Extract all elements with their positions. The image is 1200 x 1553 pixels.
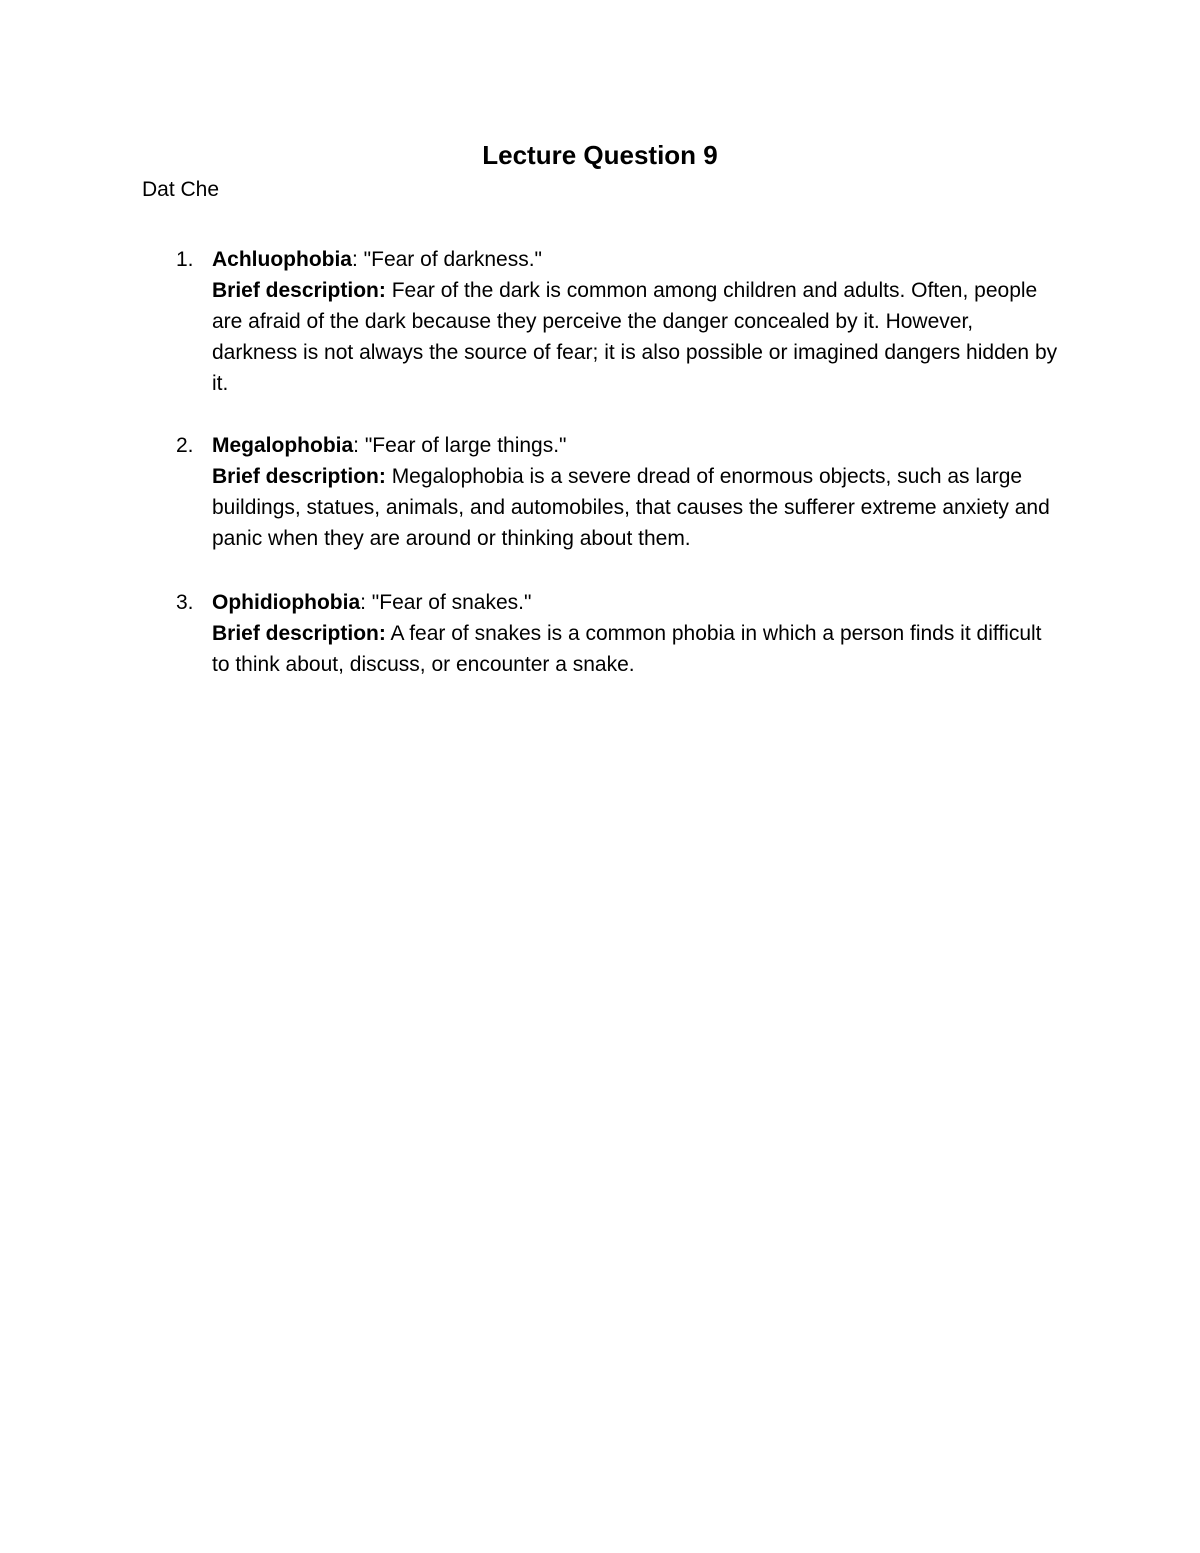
meaning: : "Fear of snakes." [360, 591, 532, 614]
term: Megalophobia [212, 434, 354, 457]
description-label: Brief description: [212, 622, 386, 645]
item-number: 3. [176, 591, 194, 614]
term: Achluophobia [212, 248, 352, 271]
description: Fear of the dark is common among children and adults. Often, people are afraid of the dark because they perceive the danger concealed by it. However, darkness is not always the source of fear; it is also possible or imagined dangers hidden by it. [212, 279, 1058, 395]
document-title: Lecture Question 9 [482, 140, 718, 170]
description: Megalophobia is a severe dread of enormous objects, such as large buildings, statues, animals, and automobiles, that causes the sufferer extreme anxiety and panic when they are around or thinking about them. [212, 465, 1050, 550]
list-item [142, 430, 1062, 554]
description: A fear of snakes is a common phobia in which a person finds it difficult to think about, discuss, or encounter a snake. [212, 622, 1042, 676]
description-label: Brief description: [212, 279, 386, 302]
meaning: : "Fear of darkness." [352, 248, 542, 271]
list-item [142, 587, 1062, 680]
item-number: 2. [176, 434, 194, 457]
term: Ophidiophobia [212, 591, 361, 614]
list-item [142, 244, 1062, 399]
author-name: Dat Che [142, 178, 220, 201]
description-label: Brief description: [212, 465, 386, 488]
item-number: 1. [176, 248, 194, 271]
meaning: : "Fear of large things." [353, 434, 567, 457]
